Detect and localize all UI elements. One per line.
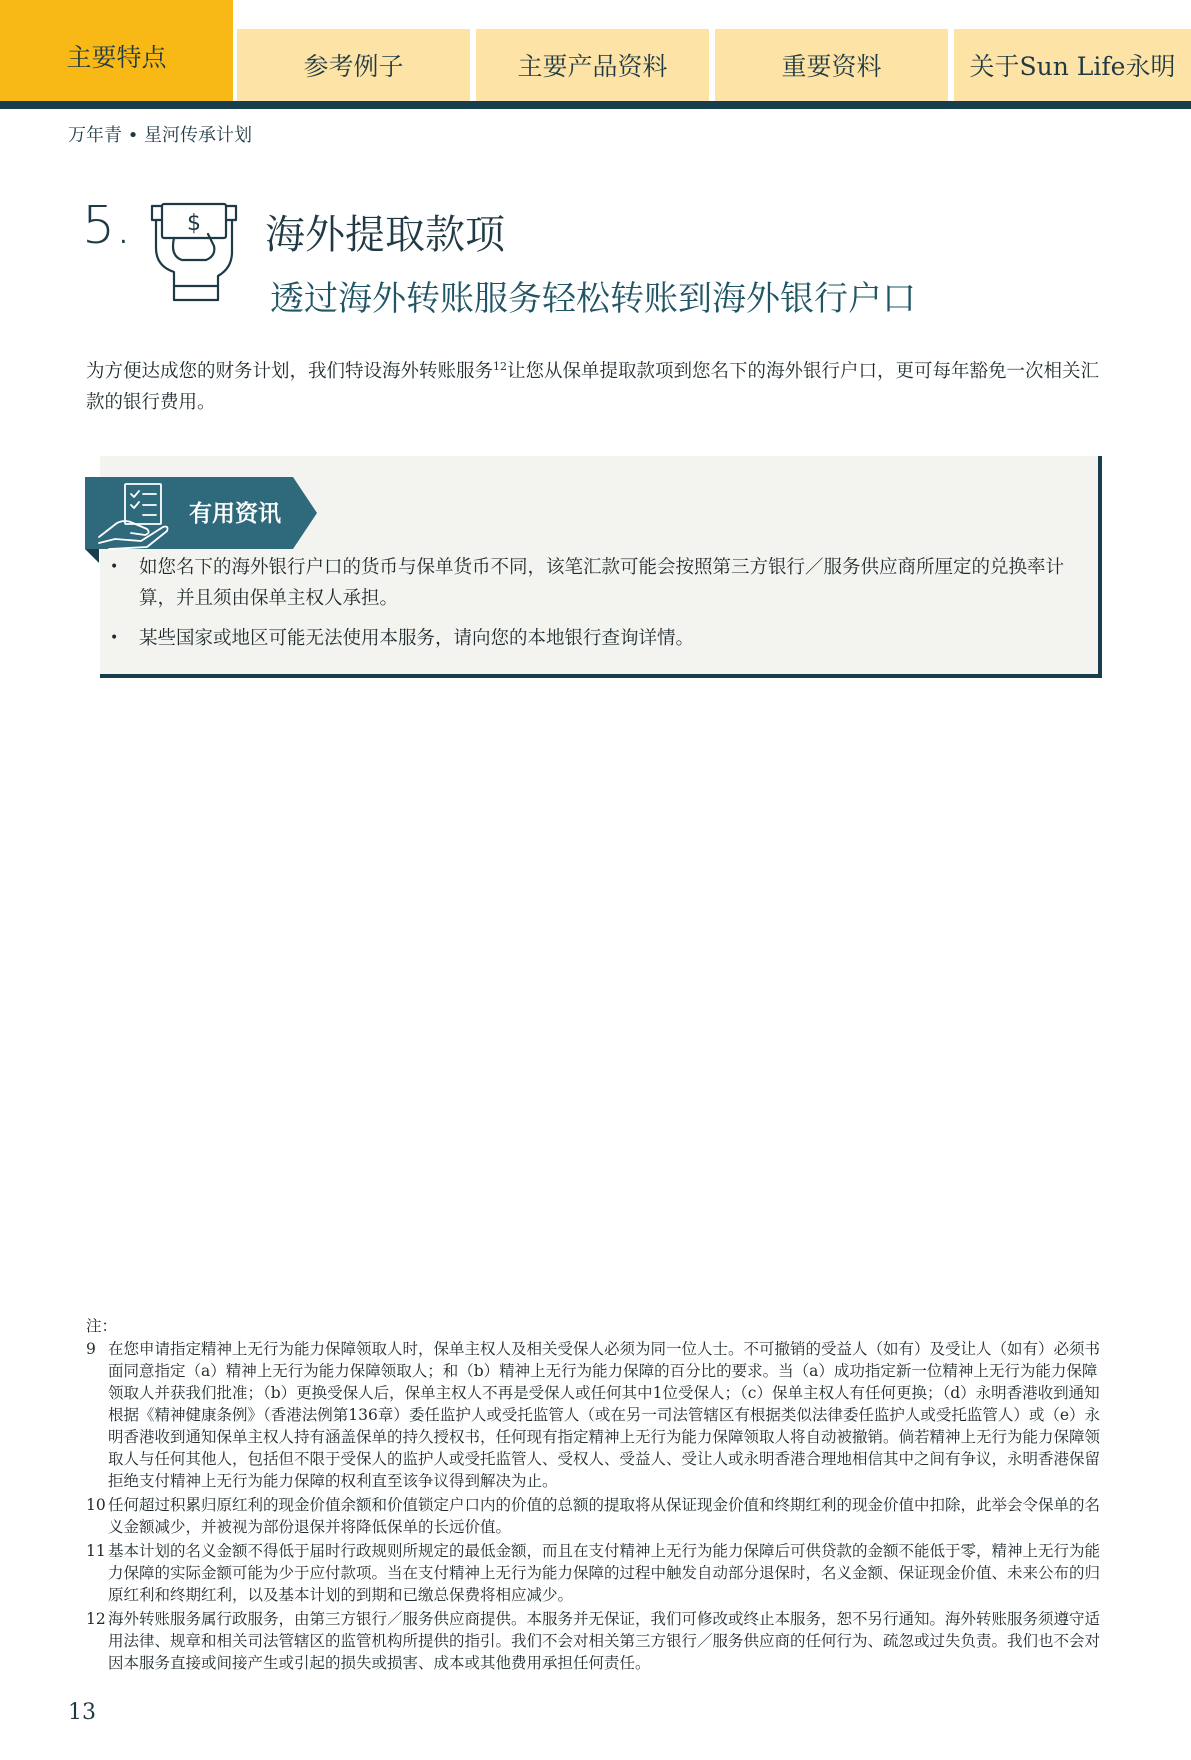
note-item <box>86 1608 1106 1674</box>
note-text: 任何超过积累归原红利的现金价值余额和价值锁定户口内的价值的总额的提取将从保证现金价值和终期红利的现金价值中扣除，此举会令保单的名义金额减少，并被视为部份退保并将降低保单的长远价值。 <box>108 1496 1101 1536</box>
note-number: 11 <box>86 1542 106 1560</box>
section-title: 海外提取款项 <box>265 212 505 258</box>
useful-info-label: 有用资讯 <box>189 500 281 527</box>
nav-divider <box>0 101 1191 109</box>
list-item: • 如您名下的海外银行户口的货币与保单货币不同，该笔汇款可能会按照第三方银行／服务供应商所厘定的兑换率计算，并且须由保单主权人承担。 <box>110 552 1090 614</box>
list-item: • 某些国家或地区可能无法使用本服务，请向您的本地银行查询详情。 <box>110 623 1090 654</box>
footnote-ref-12[interactable]: 12 <box>493 359 508 373</box>
section-subtitle: 透过海外转账服务轻松转账到海外银行户口 <box>270 279 916 319</box>
notes-label: 注： <box>86 1317 118 1335</box>
note-text: 海外转账服务属行政服务，由第三方银行／服务供应商提供。本服务并无保证，我们可修改或终止本服务，恕不另行通知。海外转账服务须遵守适用法律、规章和相关司法管辖区的监管机构所提供的指引。我们不会对相关第三方银行／服务供应商的任何行为、疏忽或过失负责。我们也不会对因本服务直接或间接产生或引起的损失或损害、成本或其他费用承担任何责任。 <box>108 1610 1101 1672</box>
section-number: 5. <box>82 196 132 256</box>
note-number: 12 <box>86 1610 106 1628</box>
note-number: 10 <box>86 1496 106 1514</box>
intro-paragraph <box>86 356 1110 418</box>
note-item <box>86 1338 1106 1492</box>
tab-product-info[interactable]: 主要产品资料 <box>476 29 709 101</box>
tab-key-features[interactable]: 主要特点 <box>0 0 233 101</box>
useful-info-flag <box>85 477 317 563</box>
intro-text-b: 让您从保单提取款项到您名下的海外银行户口，更可每年豁免一次相关汇款的银行费用。 <box>86 361 1100 413</box>
tab-about-sunlife[interactable]: 关于Sun Life永明 <box>954 29 1191 101</box>
notes-list <box>86 1338 1106 1676</box>
document-name: 万年青 • 星河传承计划 <box>68 125 253 146</box>
hand-money-icon <box>148 196 240 308</box>
note-item <box>86 1540 1106 1606</box>
note-item <box>86 1494 1106 1538</box>
tab-examples[interactable]: 参考例子 <box>237 29 470 101</box>
note-text: 基本计划的名义金额不得低于届时行政规则所规定的最低金额，而且在支付精神上无行为能力保障后可供贷款的金额不能低于零，精神上无行为能力保障的实际金额可能为少于应付款项。当在支付精神上无行为能力保障的过程中触发自动部分退保时，名义金额、保证现金价值、未来公布的归原红利和终期红利，以及基本计划的到期和已缴总保费将相应减少。 <box>108 1542 1101 1604</box>
intro-text-a: 为方便达成您的财务计划，我们特设海外转账服务 <box>86 361 494 382</box>
note-number: 9 <box>86 1340 96 1358</box>
note-text: 在您申请指定精神上无行为能力保障领取人时，保单主权人及相关受保人必须为同一位人士。不可撤销的受益人（如有）及受让人（如有）必须书面同意指定（a）精神上无行为能力保障领取人；和（b）精神上无行为能力保障的百分比的要求。当（a）成功指定新一位精神上无行为能力保障领取人并获我们批准；（b）更换受保人后，保单主权人不再是受保人或任何其中1位受保人；（c）保单主权人有任何更换；（d）永明香港收到通知根据《精神健康条例》（香港法例第136章）委任监护人或受托监管人（或在另一司法管辖区有根据类似法律委任监护人或受托监管人）或（e）永明香港收到通知保单主权人持有涵盖保单的持久授权书，任何现有指定精神上无行为能力保障领取人将自动被撤销。倘若精神上无行为能力保障领取人与任何其他人，包括但不限于受保人的监护人或受托监管人、受权人、受益人、受让人或永明香港合理地相信其中之间有争议，永明香港保留拒绝支付精神上无行为能力保障的权利直至该争议得到解决为止。 <box>108 1340 1101 1490</box>
top-nav <box>0 0 1191 101</box>
svg-text:$: $ <box>187 211 201 236</box>
useful-info-list <box>110 552 1090 663</box>
tab-important-info[interactable]: 重要资料 <box>715 29 948 101</box>
page-number: 13 <box>68 1700 96 1725</box>
